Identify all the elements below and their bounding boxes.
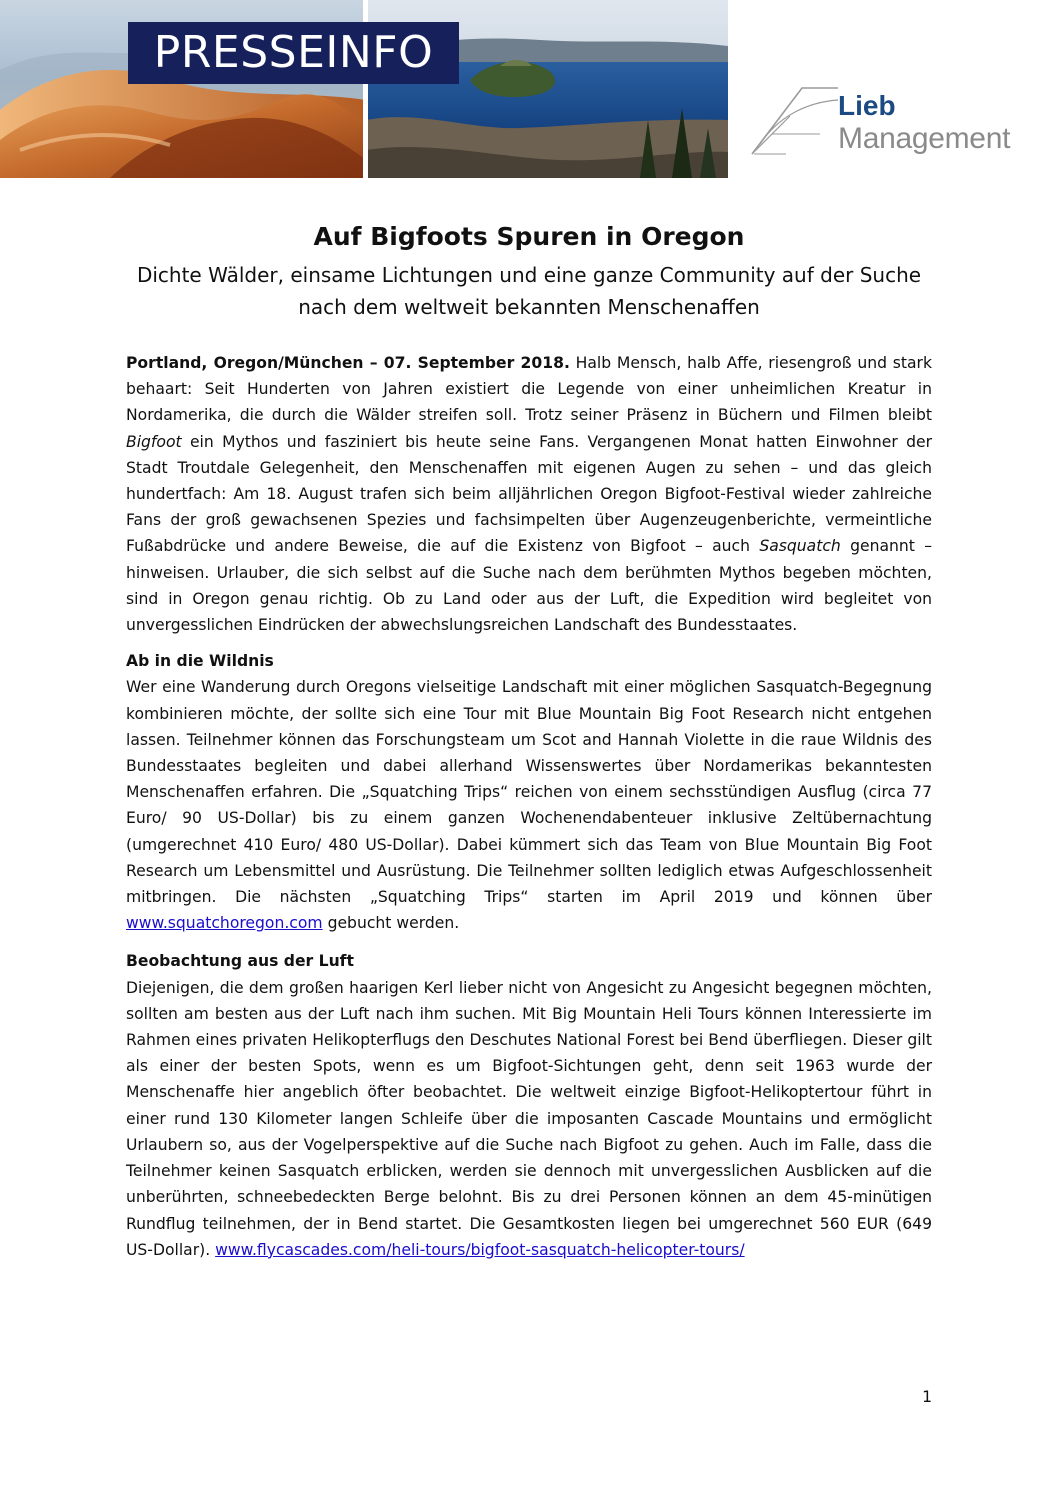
- header-banner: [0, 0, 728, 178]
- intro-italic: Bigfoot: [126, 432, 182, 451]
- section-heading-luft: Beobachtung aus der Luft: [126, 952, 354, 971]
- intro-text: ein Mythos und fasziniert bis heute seine Fans. Vergangenen Monat hatten Einwohner der Stadt Troutdale Gelegenheit, den Menschenaffen mit eigenen Augen zu sehen – und das gleich hundertfach: Am 18. August trafen sich beim alljährlichen Oregon Bigfoot-Festival wieder zahlreiche Fans der groß gewachsenen Spezies und fachsimpelten über Augenzeugenberichte, vermeintliche Fußabdrücke und andere Beweise, die auf die Existenz von Bigfoot – auch: [126, 432, 932, 556]
- intro-text: genannt – hinweisen. Urlauber, die sich selbst auf die Suche nach dem berühmten Mythos begeben möchten, sind in Oregon genau richtig. Ob zu Land oder aus der Luft, die Expedition wird begleitet von unvergesslichen Eindrücken der abwechslungsreichen Landschaft des Bundesstaates.: [126, 537, 932, 635]
- subtitle-line: Dichte Wälder, einsame Lichtungen und eine ganze Community auf der Suche: [136, 263, 922, 287]
- intro-paragraph: [126, 350, 932, 638]
- section-heading-wildnis: Ab in die Wildnis: [126, 652, 274, 671]
- logo-mark-icon: [750, 84, 840, 160]
- press-subtitle: [126, 259, 932, 323]
- logo-lieb-text: Lieb: [838, 90, 896, 121]
- logo-management-text: Management: [838, 122, 1011, 155]
- intro-text: Halb Mensch, halb Affe, riesengroß und stark behaart: Seit Hunderten von Jahren existiert die Legende von einer unheimlichen Kreatur in Nordamerika, die durch die Wälder streifen soll. Trotz seiner Präsenz in Büchern und Filmen bleibt: [126, 354, 932, 425]
- press-title: Auf Bigfoots Spuren in Oregon: [313, 222, 745, 251]
- section-text: Wer eine Wanderung durch Oregons vielseitige Landschaft mit einer möglichen Sasquatch-Begegnung kombinieren möchte, der sollte sich eine Tour mit Blue Mountain Big Foot Research nicht entgehen lassen. Teilnehmer können das Forschungsteam um Scot and Hannah Violette in die raue Wildnis des Bundesstaates begleiten und dabei allerhand Wissenswertes über Nordamerikas bekanntesten Menschenaffen erfahren. Die „Squatching Trips“ reichen von einem sechsstündigen Ausflug (circa 77 Euro/ 90 US-Dollar) bis zu einem ganzen Wochenendabenteuer inklusive Zeltübernachtung (umgerechnet 410 Euro/ 480 US-Dollar). Dabei kümmert sich das Team von Blue Mountain Big Foot Research um Lebensmittel und Ausrüstung. Die Teilnehmer sollten lediglich etwas Aufgeschlossenheit mitbringen. Die nächsten „Squatching Trips“ starten im April 2019 und können über: [126, 678, 932, 907]
- subtitle-line: nach dem weltweit bekannten Menschenaffen: [298, 295, 760, 319]
- section-paragraph-luft: [126, 975, 932, 1263]
- section-text: Diejenigen, die dem großen haarigen Kerl lieber nicht von Angesicht zu Angesicht begegnen möchten, sollten am besten aus der Luft nach ihm suchen. Mit Big Mountain Heli Tours können Interessierte im Rahmen eines privaten Helikopterflugs den Deschutes National Forest bei Bend überfliegen. Dieser gilt als einer der besten Spots, wenn es um Bigfoot-Sichtungen geht, denn seit 1963 wurde der Menschenaffe hier angeblich öfter beobachtet. Die weltweit einzige Bigfoot-Helikoptertour führt in einer rund 130 Kilometer langen Schleife über die imposanten Cascade Mountains und ermöglicht Urlaubern so, aus der Vogelperspektive auf die Suche nach Bigfoot zu gehen. Auch im Falle, dass die Teilnehmer keinen Sasquatch erblicken, werden sie dennoch mit unvergesslichen Ausblicken auf die unberührten, schneebedeckten Berge belohnt. Bis zu drei Personen können an dem 45-minütigen Rundflug teilnehmen, der in Bend startet. Die Gesamtkosten liegen bei umgerechnet 560 EUR (649 US-Dollar).: [126, 978, 932, 1259]
- dateline: Portland, Oregon/München – 07. September 2018.: [126, 354, 570, 372]
- intro-italic: Sasquatch: [759, 537, 841, 556]
- flycascades-link[interactable]: www.flycascades.com/heli-tours/bigfoot-sasquatch-helicopter-tours/: [215, 1240, 745, 1259]
- page-number: 1: [922, 1388, 932, 1406]
- lieb-management-logo: [750, 84, 1040, 160]
- presseinfo-label: PRESSEINFO: [128, 22, 459, 84]
- press-body: [126, 350, 932, 1263]
- section-text: gebucht werden.: [322, 914, 460, 933]
- squatchoregon-link[interactable]: www.squatchoregon.com: [126, 914, 323, 933]
- section-paragraph-wildnis: [126, 674, 932, 936]
